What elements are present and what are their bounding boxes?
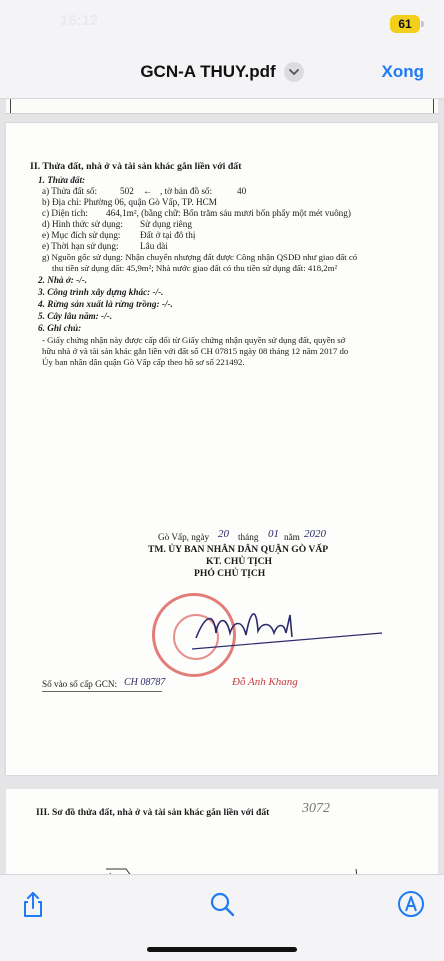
area-value: 464,1m², (bằng chữ: Bốn trăm sáu mươi bốn phẩy một mét vuông) bbox=[106, 208, 351, 218]
other-construction-line: 3. Công trình xây dựng khác: -/-. bbox=[38, 287, 164, 297]
perennial-trees-line: 5. Cây lâu năm: -/-. bbox=[38, 311, 113, 321]
address-line: b) Địa chỉ: Phường 06, quận Gò Vấp, TP. HCM bbox=[42, 197, 217, 207]
usage-term-value: Lâu dài bbox=[140, 241, 168, 251]
document-title: GCN-A THUY.pdf bbox=[140, 62, 276, 81]
done-button[interactable]: Xong bbox=[381, 62, 424, 81]
home-indicator[interactable] bbox=[147, 947, 297, 952]
divider bbox=[42, 691, 162, 692]
status-time: 16:12 bbox=[60, 12, 99, 29]
map-sheet-label: , tờ bản đồ số: bbox=[160, 186, 213, 196]
handwritten-number: 3072 bbox=[302, 801, 330, 816]
date-year: 2020 bbox=[304, 528, 326, 540]
land-diagram bbox=[86, 829, 366, 874]
usage-purpose-value: Đất ở tại đô thị bbox=[140, 230, 196, 240]
signature bbox=[186, 593, 386, 663]
pdf-page-2 bbox=[6, 789, 438, 874]
forest-line: 4. Rừng sản xuất là rừng trồng: -/-. bbox=[38, 299, 173, 309]
date-month-label: tháng bbox=[238, 532, 259, 542]
signer-name: Đỗ Anh Khang bbox=[232, 676, 298, 688]
gcn-register-value: CH 08787 bbox=[124, 677, 166, 688]
document-title-button[interactable] bbox=[140, 62, 303, 82]
note-line-2: hữu nhà ở và tài sản khác gắn liền với đất số CH 07815 ngày 08 tháng 12 năm 2017 do bbox=[42, 346, 349, 356]
usage-form-label: d) Hình thức sử dụng: bbox=[42, 219, 123, 229]
origin-line-2: thu tiền sử dụng đất: 45,9m²; Nhà nước giao đất có thu tiền sử dụng đất: 418,2m² bbox=[52, 263, 338, 273]
on-behalf-title: KT. CHỦ TỊCH bbox=[206, 556, 273, 567]
plot-number-label: a) Thửa đất số: bbox=[42, 186, 98, 196]
previous-page bbox=[6, 99, 438, 114]
date-year-label: năm bbox=[284, 532, 300, 542]
date-prefix: Gò Vấp, ngày bbox=[158, 532, 210, 542]
dash-mark: ← bbox=[143, 186, 153, 196]
date-month: 01 bbox=[268, 528, 279, 540]
house-line: 2. Nhà ở: -/-. bbox=[38, 275, 88, 285]
land-plot-heading: 1. Thửa đất: bbox=[38, 175, 86, 185]
note-line-3: Ủy ban nhân dân quận Gò Vấp cấp theo hồ sơ số 221492. bbox=[42, 357, 245, 367]
markup-icon[interactable] bbox=[396, 889, 426, 919]
note-line-1: - Giấy chứng nhận này được cấp đổi từ Giấy chứng nhận quyền sử dụng đất, quyền sở bbox=[42, 335, 346, 345]
section-3-title: III. Sơ đồ thửa đất, nhà ở và tài sản khác gắn liền với đất bbox=[36, 807, 270, 818]
section-2-title: II. Thửa đất, nhà ở và tài sản khác gắn liền với đất bbox=[30, 161, 242, 172]
share-icon[interactable] bbox=[18, 889, 48, 919]
chevron-down-icon[interactable] bbox=[284, 62, 304, 82]
pdf-viewer[interactable] bbox=[0, 99, 444, 874]
usage-term-label: e) Thời hạn sử dụng: bbox=[42, 241, 119, 251]
notes-heading: 6. Ghi chú: bbox=[38, 323, 82, 333]
battery-icon: 61 bbox=[390, 15, 420, 33]
date-day: 20 bbox=[218, 528, 229, 540]
usage-purpose-label: e) Mục đích sử dụng: bbox=[42, 230, 121, 240]
search-icon[interactable] bbox=[207, 889, 237, 919]
gcn-register-label: Số vào sổ cấp GCN: bbox=[42, 679, 118, 689]
plot-number-value: 502 bbox=[120, 186, 134, 196]
pdf-page bbox=[6, 123, 438, 775]
area-label: c) Diện tích: bbox=[42, 208, 88, 218]
issuing-authority: TM. ỦY BAN NHÂN DÂN QUẬN GÒ VẤP bbox=[148, 544, 329, 555]
nav-bar bbox=[0, 46, 444, 99]
origin-line-1: g) Nguồn gốc sử dụng: Nhận chuyển nhượng đất được Công nhận QSDĐ như giao đất có bbox=[42, 252, 358, 262]
usage-form-value: Sử dụng riêng bbox=[140, 219, 192, 229]
vice-chairman-title: PHÓ CHỦ TỊCH bbox=[194, 568, 266, 579]
status-bar bbox=[0, 0, 444, 46]
map-sheet-value: 40 bbox=[237, 186, 247, 196]
